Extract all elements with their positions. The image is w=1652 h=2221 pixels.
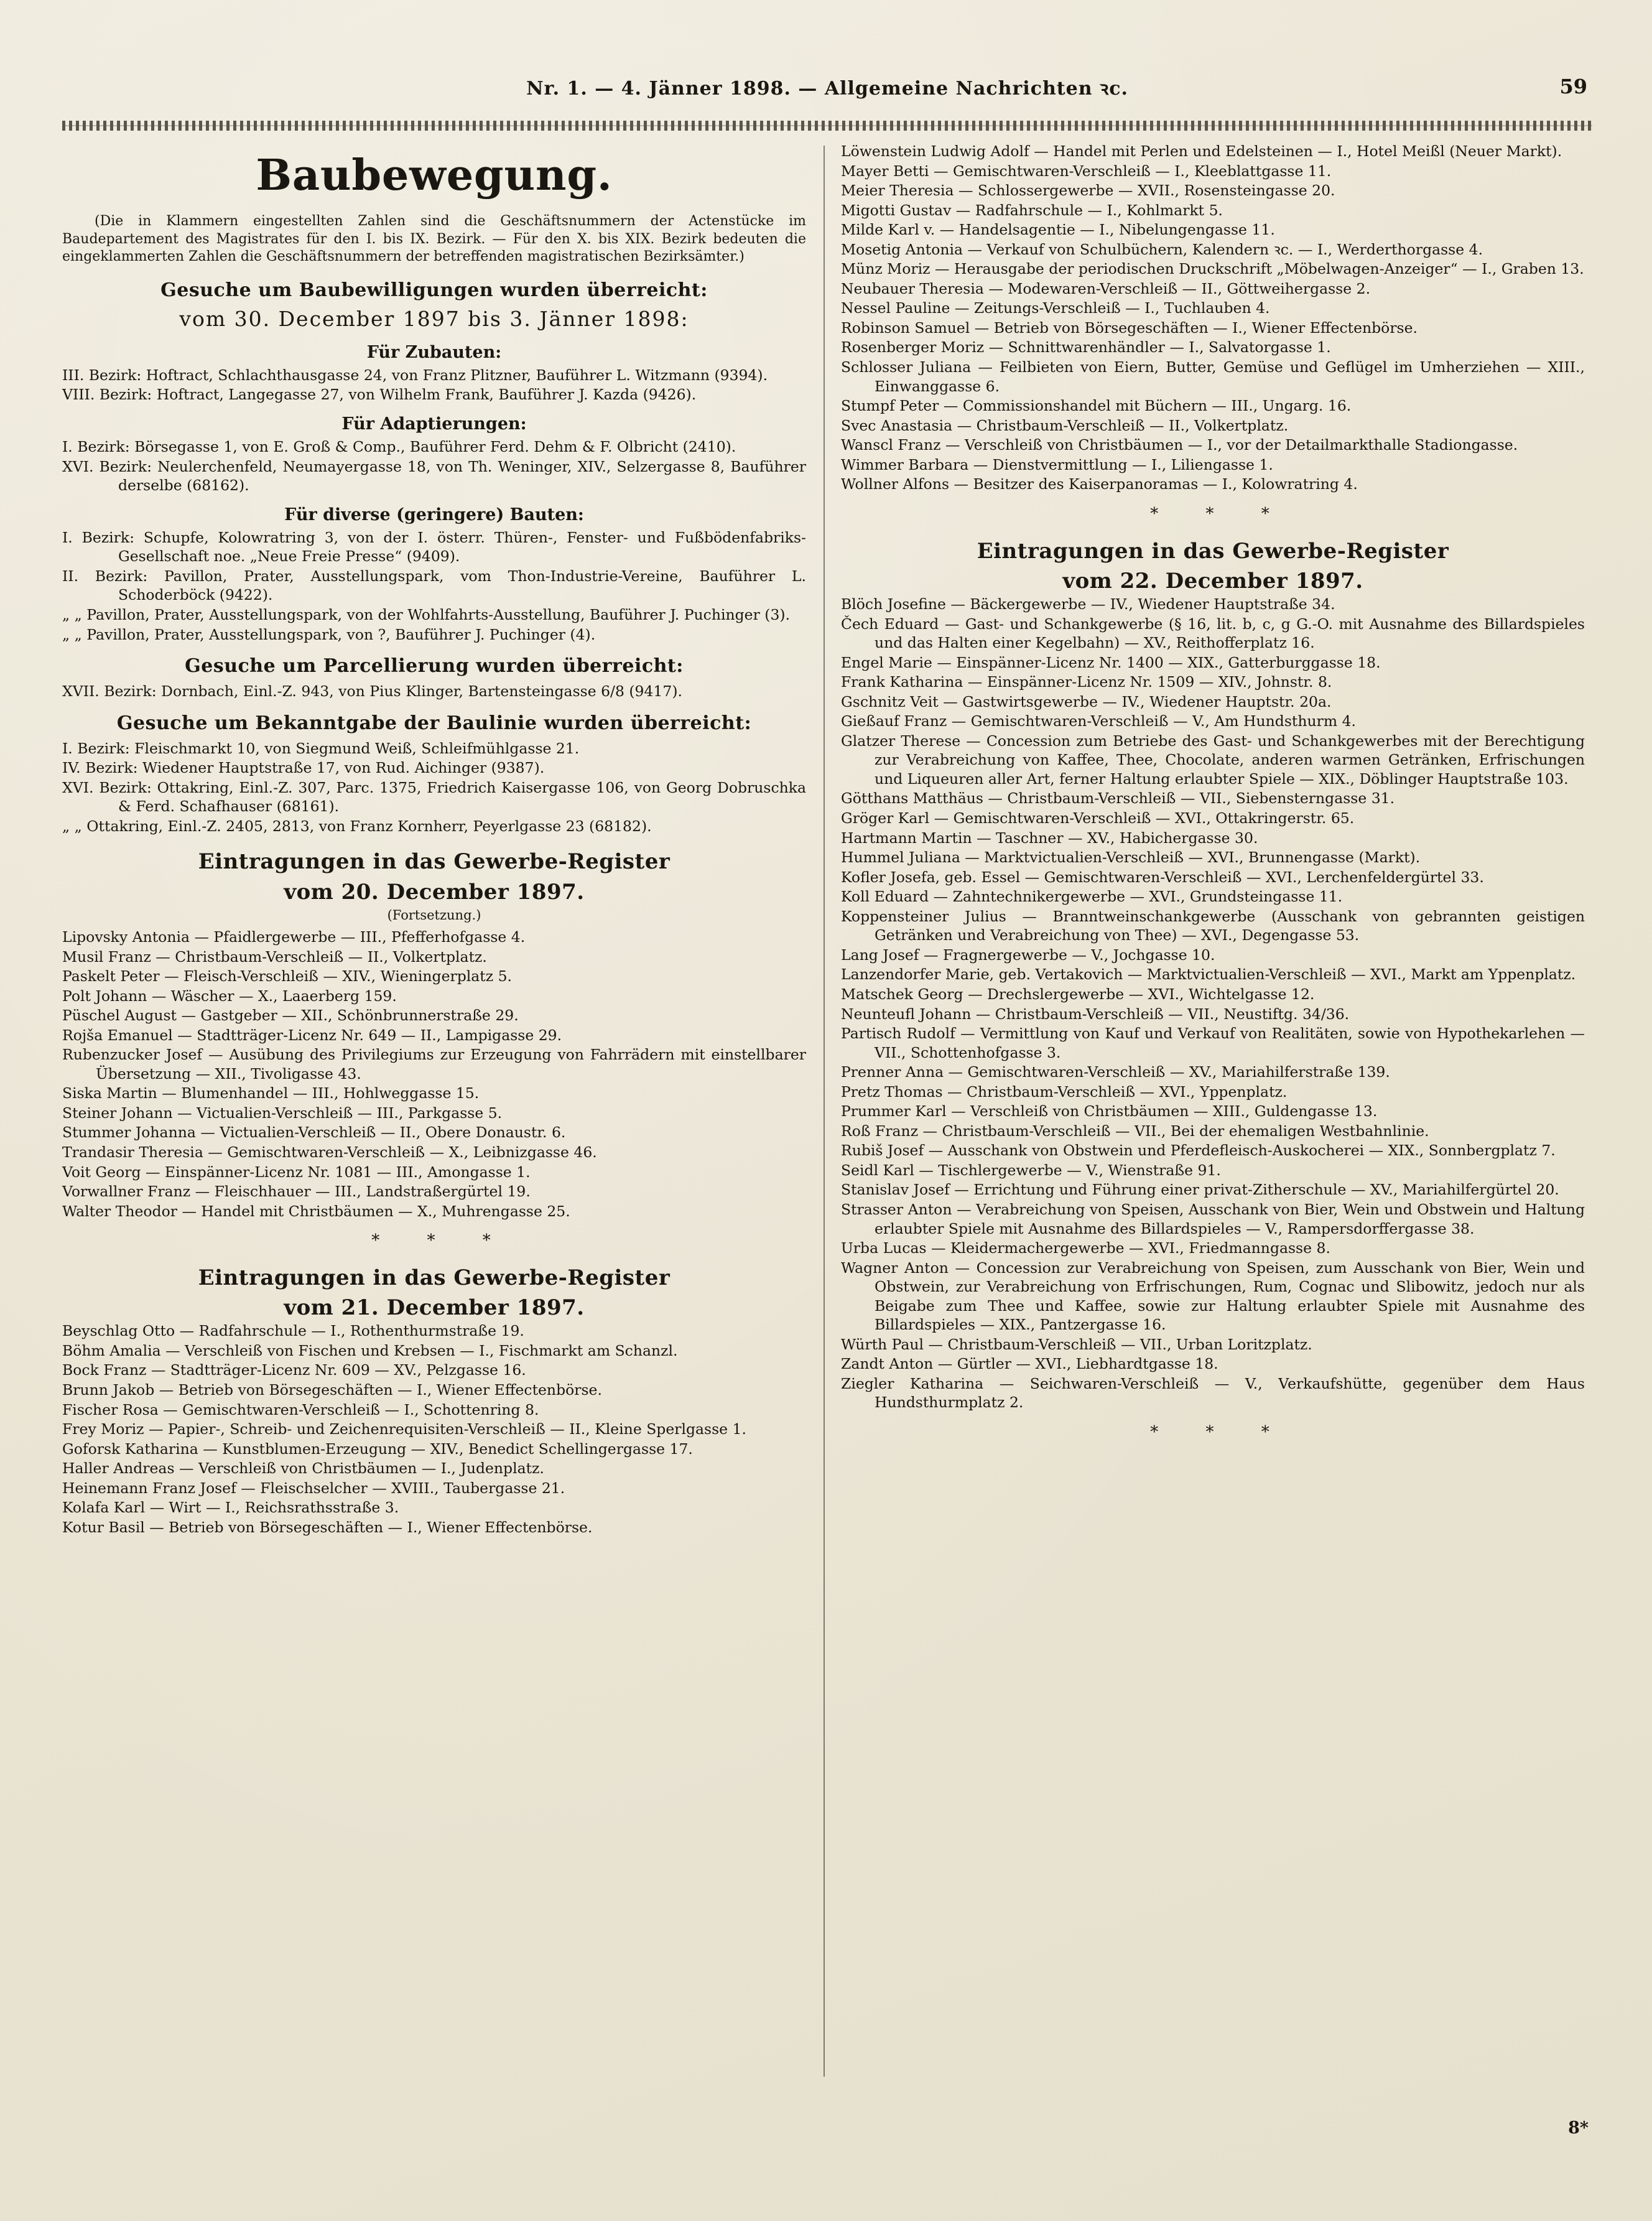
list-item: Gschnitz Veit — Gastwirtsgewerbe — IV., Wiedener Hauptstr. 20a. [841, 692, 1332, 710]
list-item: Vorwallner Franz — Fleischhauer — III., Landstraßergürtel 19. [62, 1183, 531, 1201]
decorative-rule [62, 121, 1592, 131]
heading-parcellierung: Gesuche um Parcellierung wurden überreicht: [185, 655, 684, 677]
list-item: „ „ Pavillon, Prater, Ausstellungspark, von der Wohlfahrts-Ausstellung, Bauführer J. Puchinger (3). [62, 605, 791, 623]
list-item: Lang Josef — Fragnergewerbe — V., Jochgasse 10. [841, 946, 1215, 964]
list-item: Robinson Samuel — Betrieb von Börsegeschäften — I., Wiener Effectenbörse. [841, 319, 1418, 337]
list-item: Kolafa Karl — Wirt — I., Reichsrathsstraße 3. [62, 1499, 399, 1517]
list-item: Stanislav Josef — Errichtung und Führung einer privat-Zitherschule — XV., Mariahilfergürtel 20. [841, 1181, 1559, 1199]
list-item: Seidl Karl — Tischlergewerbe — V., Wienstraße 91. [841, 1161, 1221, 1179]
signature-mark: 8* [1568, 2118, 1589, 2138]
gewerbe20-heading-text: Eintragungen in das Gewerbe-Register [198, 849, 671, 875]
list-item: „ „ Ottakring, Einl.-Z. 2405, 2813, von Franz Kornherr, Peyerlgasse 23 (68182). [62, 817, 652, 835]
list-item: Rosenberger Moriz — Schnittwarenhändler — I., Salvatorgasse 1. [841, 338, 1331, 356]
column-left [62, 142, 806, 2151]
list-item: Münz Moriz — Herausgabe der periodischen Druckschrift „Möbelwagen-Anzeiger“ — I., Graben 13. [841, 260, 1584, 278]
list-item: Voit Georg — Einspänner-Licenz Nr. 1081 — III., Amongasse 1. [62, 1163, 531, 1181]
list-item: Hartmann Martin — Taschner — XV., Habichergasse 30. [841, 829, 1258, 847]
list-item: Lanzendorfer Marie, geb. Vertakovich — Marktvictualien-Verschleiß — XVI., Markt am Yppenplatz. [841, 966, 1576, 984]
list-item: Wanscl Franz — Verschleiß von Christbäumen — I., vor der Detailmarkthalle Stadiongasse. [841, 436, 1518, 454]
gewerbe20-date: vom 20. December 1897. [284, 879, 585, 905]
list-item: Mayer Betti — Gemischtwaren-Verschleiß — I., Kleeblattgasse 11. [841, 162, 1332, 180]
heading-baubewilligungen: Gesuche um Baubewilligungen wurden überreicht: [160, 279, 708, 301]
list-item: Böhm Amalia — Verschleiß von Fischen und Krebsen — I., Fischmarkt am Schanzl. [62, 1341, 678, 1359]
heading-gewerbe-register-20 [62, 848, 806, 905]
heading-gewerbe-register-21 [62, 1264, 806, 1321]
list-item: XVI. Bezirk: Neulerchenfeld, Neumayergasse 18, von Th. Weninger, XIV., Selzergasse 8, Bauführer derselbe (68162). [62, 457, 806, 495]
list-item: Trandasir Theresia — Gemischtwaren-Verschleiß — X., Leibnizgasse 46. [62, 1143, 597, 1162]
heading-adaptierungen: Für Adaptierungen: [341, 414, 527, 434]
list-item: Fischer Rosa — Gemischtwaren-Verschleiß — I., Schottenring 8. [62, 1400, 539, 1418]
column-separator [824, 146, 825, 2077]
heading-zubauten: Für Zubauten: [366, 342, 502, 362]
list-item: Gießauf Franz — Gemischtwaren-Verschleiß — V., Am Hundsthurm 4. [841, 712, 1356, 730]
list-item: Rojša Emanuel — Stadtträger-Licenz Nr. 649 — II., Lampigasse 29. [62, 1026, 562, 1044]
list-item: Götthans Matthäus — Christbaum-Verschleiß — VII., Siebensterngasse 31. [841, 789, 1395, 808]
list-item: XVI. Bezirk: Ottakring, Einl.-Z. 307, Parc. 1375, Friedrich Kaisergasse 106, von Georg Dobruschka & Ferd. Schafhauser (68161). [62, 778, 806, 816]
list-item: Roß Franz — Christbaum-Verschleiß — VII., Bei der ehemaligen Westbahnlinie. [841, 1122, 1429, 1140]
list-item: Musil Franz — Christbaum-Verschleiß — II., Volkertplatz. [62, 948, 487, 966]
gewerbe22-date: vom 22. December 1897. [1062, 568, 1363, 594]
list-item: Kofler Josefa, geb. Essel — Gemischtwaren-Verschleiß — XVI., Lerchenfeldergürtel 33. [841, 868, 1484, 886]
list-item: Püschel August — Gastgeber — XII., Schönbrunnerstraße 29. [62, 1007, 519, 1025]
list-item: Matschek Georg — Drechslergewerbe — XVI., Wichtelgasse 12. [841, 985, 1315, 1003]
list-item: Frank Katharina — Einspänner-Licenz Nr. 1509 — XIV., Johnstr. 8. [841, 673, 1332, 691]
gewerbe21-heading-text: Eintragungen in das Gewerbe-Register [198, 1265, 671, 1290]
list-item: Rubenzucker Josef — Ausübung des Privilegiums zur Erzeugung von Fahrrädern mit einstellbarer Übersetzung — XII., Tivoligasse 43. [62, 1046, 806, 1083]
list-item: Koppensteiner Julius — Branntweinschankgewerbe (Ausschank von gebrannten geistigen Getränken und Verabreichung von Thee) — XVI., Degengasse 53. [841, 907, 1585, 944]
list-item: I. Bezirk: Schupfe, Kolowratring 3, von der I. österr. Thüren-, Fenster- und Fußbödenfabriks-Gesellschaft noe. „Neue Freie Presse“ (9409). [62, 528, 806, 566]
list-item: Neubauer Theresia — Modewaren-Verschleiß — II., Göttweihergasse 2. [841, 279, 1371, 297]
list-item: Milde Karl v. — Handelsagentie — I., Nibelungengasse 11. [841, 221, 1275, 239]
list-item: II. Bezirk: Pavillon, Prater, Ausstellungspark, vom Thon-Industrie-Vereine, Bauführer L. Schoderböck (9422). [62, 567, 806, 604]
list-item: Hummel Juliana — Marktvictualien-Verschleiß — XVI., Brunnengasse (Markt). [841, 849, 1421, 867]
list-item: VIII. Bezirk: Hoftract, Langegasse 27, von Wilhelm Frank, Bauführer J. Kazda (9426). [62, 386, 697, 404]
heading-baulinie: Gesuche um Bekanntgabe der Baulinie wurden überreicht: [116, 712, 752, 734]
heading-gewerbe-register-22 [841, 538, 1585, 595]
heading-diverse-bauten: Für diverse (geringere) Bauten: [284, 505, 584, 524]
list-item: Beyschlag Otto — Radfahrschule — I., Rothenthurmstraße 19. [62, 1322, 524, 1340]
list-item: Prenner Anna — Gemischtwaren-Verschleiß — XV., Mariahilferstraße 139. [841, 1063, 1390, 1081]
list-item: I. Bezirk: Fleischmarkt 10, von Siegmund Weiß, Schleifmühlgasse 21. [62, 739, 580, 757]
list-item: Wollner Alfons — Besitzer des Kaiserpanoramas — I., Kolowratring 4. [841, 475, 1358, 493]
list-item: Ziegler Katharina — Seichwaren-Verschleiß — V., Verkaufshütte, gegenüber dem Haus Hundsthurmplatz 2. [841, 1374, 1585, 1412]
list-item: Stumpf Peter — Commissionshandel mit Büchern — III., Ungarg. 16. [841, 397, 1352, 415]
list-item: I. Bezirk: Börsegasse 1, von E. Groß & Comp., Bauführer Ferd. Dehm & F. Olbricht (2410). [62, 438, 736, 456]
list-item: Paskelt Peter — Fleisch-Verschleiß — XIV., Wieningerplatz 5. [62, 967, 513, 985]
list-item: Frey Moriz — Papier-, Schreib- und Zeichenrequisiten-Verschleiß — II., Kleine Sperlgasse 1. [62, 1420, 746, 1438]
list-item: Strasser Anton — Verabreichung von Speisen, Ausschank von Bier, Wein und Obstwein und Haltung erlaubter Spiele mit Ausnahme des Billardspieles — V., Rampersdorffergasse 38. [841, 1200, 1585, 1237]
list-item: Bock Franz — Stadtträger-Licenz Nr. 609 — XV., Pelzgasse 16. [62, 1361, 526, 1379]
section-separator: * * * [1150, 504, 1291, 523]
list-item: Pretz Thomas — Christbaum-Verschleiß — XVI., Yppenplatz. [841, 1083, 1288, 1101]
list-item: Meier Theresia — Schlossergewerbe — XVII., Rosensteingasse 20. [841, 182, 1335, 200]
list-item: Rubiš Josef — Ausschank von Obstwein und Pferdefleisch-Auskocherei — XIX., Sonnbergplatz 7. [841, 1142, 1556, 1160]
list-item: Partisch Rudolf — Vermittlung von Kauf und Verkauf von Realitäten, sowie von Hypothekarlehen — VII., Schottenhofgasse 3. [841, 1025, 1585, 1061]
list-item: Heinemann Franz Josef — Fleischselcher — XVIII., Taubergasse 21. [62, 1479, 565, 1497]
list-item: Kotur Basil — Betrieb von Börsegeschäften — I., Wiener Effectenbörse. [62, 1518, 593, 1536]
intro-note: (Die in Klammern eingestellten Zahlen sind die Geschäftsnummern der Actenstücke im Baudepartement des Magistrates für den I. bis IX. Bezirk. — Für den X. bis XIX. Bezirk bedeuten die eingeklammerten Zahlen die Geschäftsnummern der betreffenden magistratischen Bezirksämter.) [62, 213, 806, 264]
list-item: III. Bezirk: Hoftract, Schlachthausgasse 24, von Franz Plitzner, Bauführer L. Witzmann (9394). [62, 366, 768, 384]
list-item: Gröger Karl — Gemischtwaren-Verschleiß — XVI., Ottakringerstr. 65. [841, 809, 1355, 827]
list-item: Lipovsky Antonia — Pfaidlergewerbe — III., Pfefferhofgasse 4. [62, 928, 526, 946]
list-item: Löwenstein Ludwig Adolf — Handel mit Perlen und Edelsteinen — I., Hotel Meißl (Neuer Markt). [841, 142, 1562, 160]
list-item: Mosetig Antonia — Verkauf von Schulbüchern, Kalendern ꝛc. — I., Werderthorgasse 4. [841, 240, 1483, 258]
list-item: IV. Bezirk: Wiedener Hauptstraße 17, von Rud. Aichinger (9387). [62, 759, 545, 777]
gewerbe22-heading-text: Eintragungen in das Gewerbe-Register [977, 538, 1449, 564]
list-item: Blöch Josefine — Bäckergewerbe — IV., Wiedener Hauptstraße 34. [841, 595, 1335, 613]
list-item: Svec Anastasia — Christbaum-Verschleiß — II., Volkertplatz. [841, 416, 1289, 434]
list-item: Koll Eduard — Zahntechnikergewerbe — XVI., Grundsteingasse 11. [841, 888, 1343, 906]
list-item: Würth Paul — Christbaum-Verschleiß — VII., Urban Loritzplatz. [841, 1335, 1312, 1353]
section-separator: * * * [371, 1231, 512, 1250]
list-item: Urba Lucas — Kleidermachergewerbe — XVI., Friedmanngasse 8. [841, 1239, 1330, 1257]
list-item: Steiner Johann — Victualien-Verschleiß — III., Parkgasse 5. [62, 1104, 503, 1122]
list-item: Siska Martin — Blumenhandel — III., Hohlweggasse 15. [62, 1084, 480, 1102]
gewerbe20-note: (Fortsetzung.) [387, 907, 481, 923]
baubewilligungen-date: vom 30. December 1897 bis 3. Jänner 1898: [179, 306, 689, 331]
list-item: Čech Eduard — Gast- und Schankgewerbe (§ 16, lit. b, c, g G.-O. mit Ausnahme des Billardspieles und das Halten einer Kegelbahn) — XV., Reithofferplatz 16. [841, 615, 1585, 652]
column-right [841, 142, 1585, 2151]
list-item: Glatzer Therese — Concession zum Betriebe des Gast- und Schankgewerbes mit der Berechtigung zur Verabreichung von Kaffee, Thee, Chocolate, anderen warmen Getränken, Erfrischungen und Liqueuren aller Art, ferner Haltung erlaubter Spiele — XIX., Döblinger Hauptstraße 103. [841, 732, 1585, 788]
page-sheet [62, 75, 1592, 2159]
list-item: Wimmer Barbara — Dienstvermittlung — I., Liliengasse 1. [841, 455, 1273, 473]
list-item: Zandt Anton — Gürtler — XVI., Liebhardtgasse 18. [841, 1355, 1218, 1373]
list-item: Goforsk Katharina — Kunstblumen-Erzeugung — XIV., Benedict Schellingergasse 17. [62, 1440, 693, 1458]
list-item: Schlosser Juliana — Feilbieten von Eiern, Butter, Gemüse und Geflügel im Umherziehen — XIII., Einwanggasse 6. [841, 358, 1585, 395]
page-title: Baubewegung. [256, 151, 613, 200]
page-folio: 59 [1559, 75, 1587, 98]
list-item: Migotti Gustav — Radfahrschule — I., Kohlmarkt 5. [841, 201, 1223, 219]
list-item: Polt Johann — Wäscher — X., Laaerberg 159. [62, 987, 397, 1005]
list-item: Engel Marie — Einspänner-Licenz Nr. 1400 — XIX., Gatterburggasse 18. [841, 653, 1381, 671]
list-item: XVII. Bezirk: Dornbach, Einl.-Z. 943, von Pius Klinger, Bartensteingasse 6/8 (9417). [62, 682, 682, 701]
list-item: Wagner Anton — Concession zur Verabreichung von Speisen, zum Ausschank von Bier, Wein und Obstwein, zur Verabreichung von Erfrischungen, Rum, Cognac und Slibowitz, jedoch nur als Beigabe zum Thee und Kaffee, sowie zur Haltung erlaubter Spiele mit Ausnahme des Billardspieles — XIX., Pantzergasse 16. [841, 1259, 1585, 1334]
running-head [62, 75, 1592, 118]
list-item: Nessel Pauline — Zeitungs-Verschleiß — I., Tuchlauben 4. [841, 299, 1270, 317]
section-separator: * * * [1150, 1422, 1291, 1441]
running-head-text: Nr. 1. — 4. Jänner 1898. — Allgemeine Nachrichten ꝛc. [526, 78, 1128, 100]
list-item: Prummer Karl — Verschleiß von Christbäumen — XIII., Guldengasse 13. [841, 1102, 1378, 1120]
list-item: Walter Theodor — Handel mit Christbäumen — X., Muhrengasse 25. [62, 1202, 570, 1220]
list-item: „ „ Pavillon, Prater, Ausstellungspark, von ?, Bauführer J. Puchinger (4). [62, 625, 596, 643]
list-item: Brunn Jakob — Betrieb von Börsegeschäften — I., Wiener Effectenbörse. [62, 1381, 602, 1399]
list-item: Neunteufl Johann — Christbaum-Verschleiß — VII., Neustiftg. 34/36. [841, 1005, 1350, 1023]
two-column-body [62, 142, 1592, 2151]
list-item: Haller Andreas — Verschleiß von Christbäumen — I., Judenplatz. [62, 1460, 544, 1478]
gewerbe21-date: vom 21. December 1897. [284, 1295, 585, 1321]
list-item: Stummer Johanna — Victualien-Verschleiß — II., Obere Donaustr. 6. [62, 1124, 566, 1142]
